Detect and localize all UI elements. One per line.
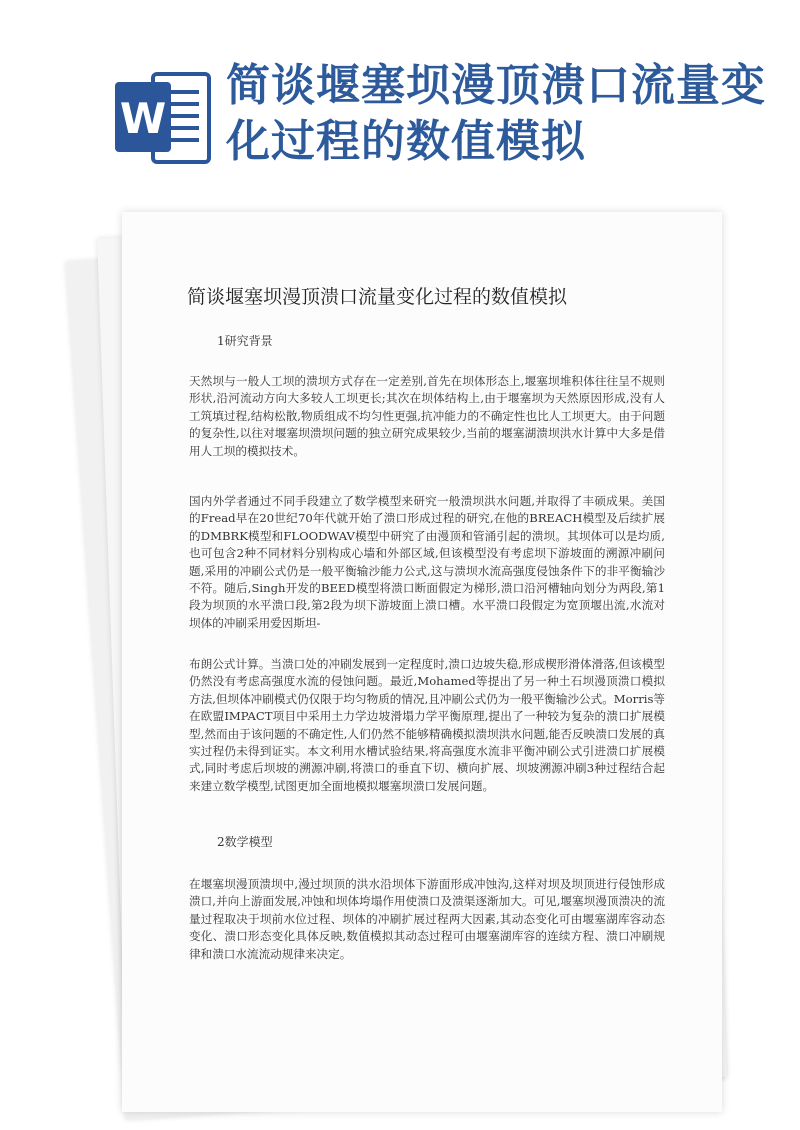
word-document-icon (113, 70, 211, 166)
banner (0, 0, 800, 200)
svg-text:W: W (119, 94, 167, 143)
section-heading-model: 2数学模型 (217, 835, 273, 849)
section-heading-background: 1研究背景 (217, 334, 273, 348)
paragraph-2: 国内外学者通过不同手段建立了数学模型来研究一般溃坝洪水问题,并取得了丰硕成果。美国的Fread早在20世纪70年代就开始了溃口形成过程的研究,在他的BREACH模型及后续扩展的DMBRK模型和FLOODWAV模型中研究了由漫顶和管涌引起的溃坝。其坝体可以是均质,也可包含2种不同材料分别构成心墙和外部区域,但该模型没有考虑坝下游坡面的溯源冲刷问题,采用的冲刷公式仍是一般平衡输沙能力公式,这与溃坝水流高强度侵蚀条件下的非平衡输沙不符。随后,Singh开发的BEED模型将溃口断面假定为梯形,溃口沿河槽轴向划分为两段,第1段为坝顶的水平溃口段,第2段为坝下游坡面上溃口槽。水平溃口段假定为宽顶堰出流,水流对坝体的冲刷采用爱因斯坦- (189, 494, 665, 630)
paragraph-4: 在堰塞坝漫顶溃坝中,漫过坝顶的洪水沿坝体下游面形成冲蚀沟,这样对坝及坝顶进行侵蚀形成溃口,并向上游面发展,冲蚀和坝体垮塌作用使溃口及溃渠逐渐加大。可见,堰塞坝漫顶溃决的流量过程取决于坝前水位过程、坝体的冲刷扩展过程两大因素,其动态变化可由堰塞湖库容动态变化、溃口形态变化具体反映,数值模拟其动态过程可由堰塞湖库容的连续方程、溃口冲刷规律和溃口水流流动规律来决定。 (189, 877, 665, 961)
banner-title: 简谈堰塞坝漫顶溃口流量变化过程的数值模拟 (226, 60, 766, 167)
document-title: 简谈堰塞坝漫顶溃口流量变化过程的数值模拟 (187, 286, 568, 308)
paragraph-1: 天然坝与一般人工坝的溃坝方式存在一定差别,首先在坝体形态上,堰塞坝堆积体往往呈不规则形状,沿河流动方向大多较人工坝更长;其次在坝体结构上,由于堰塞坝为天然原因形成,没有人工筑填过程,结构松散,物质组成不均匀性更强,抗冲能力的不确定性也比人工坝更大。由于问题的复杂性,以往对堰塞坝溃坝问题的独立研究成果较少,当前的堰塞湖溃坝洪水计算中大多是借用人工坝的模拟技术。 (189, 374, 665, 458)
paragraph-3: 布朗公式计算。当溃口处的冲刷发展到一定程度时,溃口边坡失稳,形成楔形滑体滑落,但该模型仍然没有考虑高强度水流的侵蚀问题。最近,Mohamed等提出了另一种土石坝漫顶溃口模拟方法,但坝体冲刷模式仍仅限于均匀物质的情况,且冲刷公式仍为一般平衡输沙公式。Morris等在欧盟IMPACT项目中采用土力学边坡滑塌力学平衡原理,提出了一种较为复杂的溃口扩展模型,然而由于该问题的不确定性,人们仍然不能够精确模拟溃坝洪水问题,能否反映溃口发展的真实过程仍未得到证实。本文利用水槽试验结果,将高强度水流非平衡冲刷公式引进溃口扩展模式,同时考虑后坝坡的溯源冲刷,将溃口的垂直下切、横向扩展、坝坡溯源冲刷3种过程结合起来建立数学模型,试图更加全面地模拟堰塞坝溃口发展问题。 (189, 657, 665, 793)
